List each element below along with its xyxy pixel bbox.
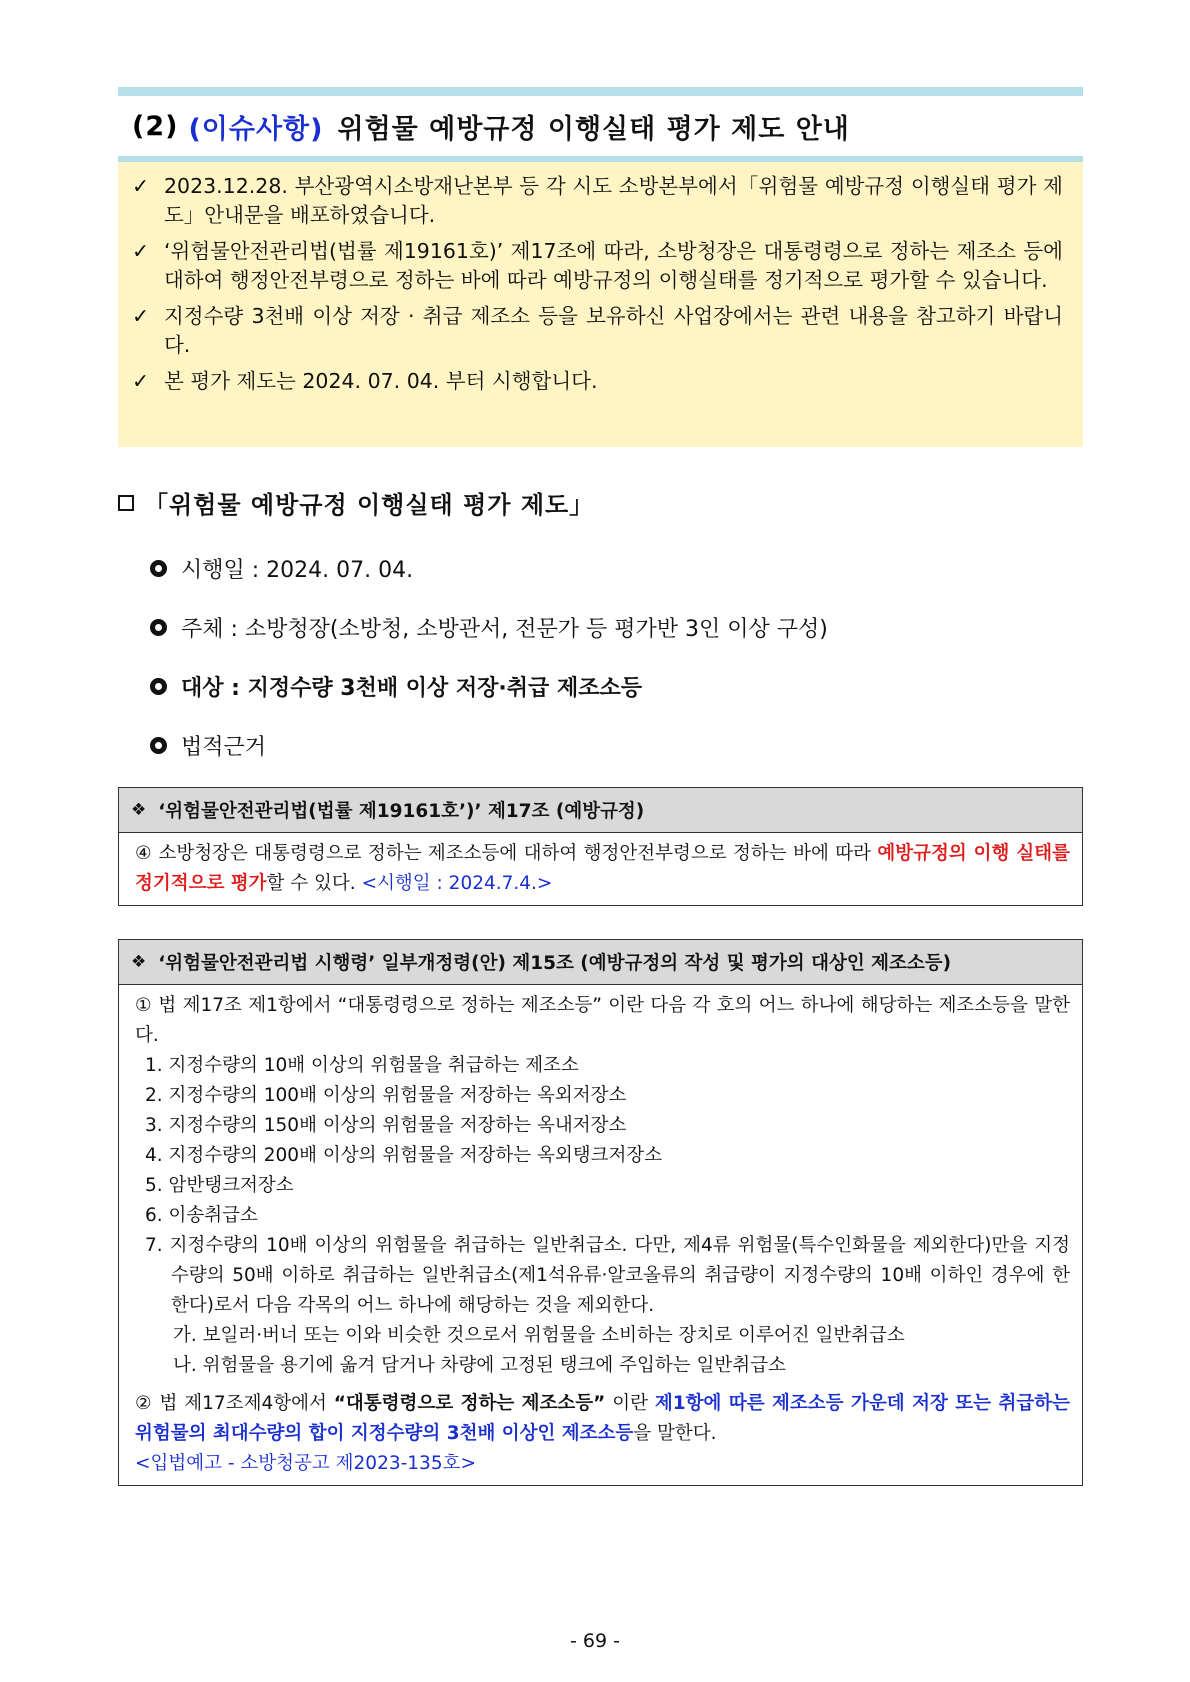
section-heading: 「위험물 예방규정 이행실태 평가 제도」 [118,485,594,520]
sub-item: 나. 위험물을 용기에 옮겨 담거나 차량에 고정된 탱크에 주입하는 일반취급소 [173,1355,786,1376]
law-box-article15 [118,939,1083,1486]
section-title-band [118,87,1083,165]
info-item-subject: 주체 : 소방청장(소방청, 소방관서, 전문가 등 평가반 3인 이상 구성) [150,612,828,643]
circle-bullet-icon [150,619,167,636]
notice-item: ✓ 본 평가 제도는 2024. 07. 04. 부터 시행합니다. [132,367,1063,396]
highlight-red-text: 예방규정의 이행 실태를 정기적으로 평가 [135,843,1070,894]
effective-date-note: <시행일 : 2024.7.4.> [361,873,553,894]
circle-bullet-icon [150,560,167,577]
sub-item: 가. 보일러·버너 또는 이와 비슷한 것으로서 위험물을 소비하는 장치로 이루어진 일반취급소 [173,1325,905,1346]
diamond-bullet-icon: ❖ [131,800,147,820]
law-box-body [119,985,1082,1485]
check-icon: ✓ [132,174,150,198]
list-item: 6. 이송취급소 [145,1205,258,1226]
circle-bullet-icon [150,678,167,695]
notice-item: ✓ 지정수량 3천배 이상 저장 · 취급 제조소 등을 보유하신 사업장에서는 관련 내용을 참고하기 바랍니다. [132,302,1063,360]
list-item: 4. 지정수량의 200배 이상의 위험물을 저장하는 옥외탱크저장소 [145,1145,663,1166]
list-item: 3. 지정수량의 150배 이상의 위험물을 저장하는 옥내저장소 [145,1115,627,1136]
info-item-date: 시행일 : 2024. 07. 04. [150,553,413,584]
title-issue-tag: (이슈사항) [188,113,324,145]
circle-bullet-icon [150,737,167,754]
check-icon: ✓ [132,239,150,263]
title-top-rule [118,87,1083,96]
info-item-target: 대상 : 지정수량 3천배 이상 저장·취급 제조소등 [150,671,642,702]
square-bullet-icon [118,495,134,511]
legislative-notice-note: <입법예고 - 소방청공고 제2023-135호> [135,1453,476,1474]
notice-item: ✓ 2023.12.28. 부산광역시소방재난본부 등 각 시도 소방본부에서「위험물 예방규정 이행실태 평가 제도」안내문을 배포하였습니다. [132,172,1063,230]
title-text: 위험물 예방규정 이행실태 평가 제도 안내 [337,113,850,145]
list-item: 5. 암반탱크저장소 [145,1175,294,1196]
law-box-body: ④ 소방청장은 대통령령으로 정하는 제조소등에 대하여 행정안전부령으로 정하는 바에 따라 예방규정의 이행 실태를 정기적으로 평가할 수 있다. <시행일 : 2024.7.4.> [135,843,1070,894]
paragraph-2: ② 법 제17조제4항에서 “대통령령으로 정하는 제조소등” 이란 제1항에 따른 제조소등 가운데 저장 또는 취급하는 위험물의 최대수량의 합이 지정수량의 3천배 이상인 제조소등을 말한다. [135,1393,1070,1444]
notice-box [118,162,1083,447]
list-item-7: 7. 지정수량의 10배 이상의 위험물을 취급하는 일반취급소. 다만, 제4류 위험물(특수인화물을 제외한다)만을 지정수량의 50배 이하로 취급하는 일반취급소(제1석유류·알코올류의 취급량이 지정수량의 10배 이하인 경우에 한한다)로서 다음 각목의 어느 하나에 해당하는 것을 제외한다. [145,1235,1070,1316]
check-icon: ✓ [132,369,150,393]
info-item-legal-basis: 법적근거 [150,730,266,761]
title-number: (2) [132,110,179,142]
law-box-article17 [118,787,1083,906]
list-item: 2. 지정수량의 100배 이상의 위험물을 저장하는 옥외저장소 [145,1085,627,1106]
law-box-header: ❖ ‘위험물안전관리법 시행령’ 일부개정령(안) 제15조 (예방규정의 작성 및 평가의 대상인 제조소등) [119,940,1082,985]
list-item: 1. 지정수량의 10배 이상의 위험물을 취급하는 제조소 [145,1055,579,1076]
section-title [118,96,1083,156]
page-number: - 69 - [570,1630,620,1652]
notice-item: ✓ ‘위험물안전관리법(법률 제19161호)’ 제17조에 따라, 소방청장은 대통령령으로 정하는 제조소 등에 대하여 행정안전부령으로 정하는 바에 따라 예방규정의 이행실태를 정기적으로 평가할 수 있습니다. [132,237,1063,295]
highlight-blue-text: 제1항에 따른 제조소등 가운데 저장 또는 취급하는 위험물의 최대수량의 합이 지정수량의 3천배 이상인 제조소등 [135,1393,1070,1444]
law-box-header: ❖ ‘위험물안전관리법(법률 제19161호’)’ 제17조 (예방규정) [119,788,1082,833]
paragraph-1: ① 법 제17조 제1항에서 “대통령령으로 정하는 제조소등” 이란 다음 각 호의 어느 하나에 해당하는 제조소등을 말한다. [135,995,1070,1046]
check-icon: ✓ [132,304,150,328]
diamond-bullet-icon: ❖ [131,952,147,972]
